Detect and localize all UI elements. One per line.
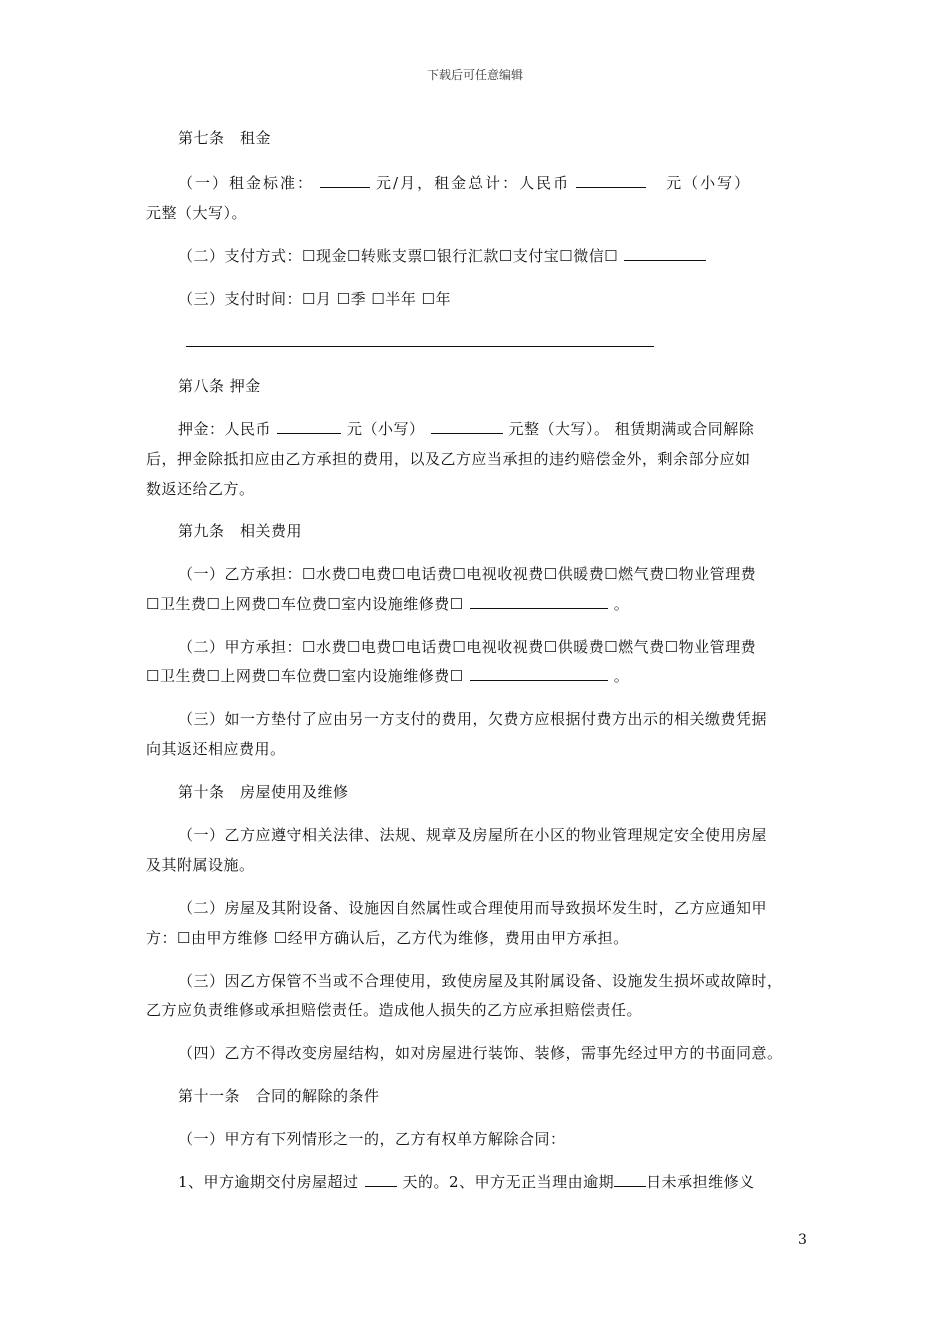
rent-standard-label: （一）租金标准：	[178, 174, 315, 192]
article-9-line-5: （三）如一方垫付了应由另一方支付的费用，欠费方应根据付费方出示的相关缴费凭据	[178, 710, 768, 728]
article-7-line-2: 元整（大写）。	[146, 204, 248, 222]
article-10-line-4: 方：☐由甲方维修 ☐经甲方确认后，乙方代为维修，费用由甲方承担。	[146, 929, 629, 947]
deposit-label: 押金：人民币	[178, 420, 272, 438]
article-8-line-2: 后，押金除抵扣应由乙方承担的费用，以及乙方应当承担的违约赔偿金外，剩余部分应如	[146, 450, 751, 468]
overdue-repair-rest: 日未承担维修义	[646, 1173, 755, 1191]
overdue-delivery-text: 1、甲方逾期交付房屋超过	[178, 1173, 359, 1191]
article-7-line-3	[178, 246, 812, 266]
overdue-repair-text: 天的。2、甲方无正当理由逾期	[402, 1173, 615, 1191]
deposit-lowercase-label: 元（小写）	[347, 420, 425, 438]
article-10-line-7: （四）乙方不得改变房屋结构，如对房屋进行装饰、装修，需事先经过甲方的书面同意。	[178, 1044, 783, 1062]
landlord-fees-blank	[470, 666, 608, 681]
page-number: 3	[798, 1232, 807, 1248]
article-9-line-3: （二）甲方承担：☐水费☐电费☐电话费☐电视收视费☐供暖费☐燃气费☐物业管理费	[178, 638, 757, 656]
article-10-line-3: （二）房屋及其附设备、设施因自然属性或合理使用而导致损坏发生时，乙方应通知甲	[178, 899, 768, 917]
article-8-title: 第八条 押金	[178, 377, 261, 395]
overdue-repair-blank	[614, 1172, 646, 1187]
deposit-uppercase-blank	[431, 419, 503, 434]
article-9-line-2	[146, 594, 812, 614]
article-10-line-6: 乙方应负责维修或承担赔偿责任。造成他人损失的乙方应承担赔偿责任。	[146, 1001, 643, 1019]
page-header: 下载后可任意编辑	[426, 68, 523, 82]
article-9-line-6: 向其返还相应费用。	[146, 740, 286, 758]
article-7-line-1	[178, 173, 812, 193]
article-10-line-2: 及其附属设施。	[146, 856, 255, 874]
article-8-line-3: 数返还给乙方。	[146, 480, 255, 498]
deposit-lowercase-blank	[277, 419, 341, 434]
rent-total-label: 元/月，租金总计：人民币	[376, 174, 571, 192]
article-7-title: 第七条 租金	[178, 129, 272, 147]
rent-total-blank	[576, 173, 646, 188]
landlord-fees-text: ☐卫生费☐上网费☐车位费☐室内设施维修费☐	[146, 667, 464, 685]
tenant-fees-text: ☐卫生费☐上网费☐车位费☐室内设施维修费☐	[146, 595, 464, 613]
payment-method-text: （二）支付方式：☐现金☐转账支票☐银行汇款☐支付宝☐微信☐	[178, 247, 619, 265]
article-9-line-4	[146, 666, 812, 686]
article-7-line-4: （三）支付时间：☐月 ☐季 ☐半年 ☐年	[178, 290, 452, 308]
article-10-line-1: （一）乙方应遵守相关法律、法规、规章及房屋所在小区的物业管理规定安全使用房屋	[178, 826, 768, 844]
payment-method-blank	[624, 246, 706, 261]
overdue-days-blank	[365, 1172, 397, 1187]
landlord-fees-end: 。	[613, 667, 630, 685]
article-9-title: 第九条 相关费用	[178, 522, 303, 540]
tenant-fees-end: 。	[613, 595, 630, 613]
article-11-line-2	[178, 1172, 812, 1192]
article-9-line-1: （一）乙方承担：☐水费☐电费☐电话费☐电视收视费☐供暖费☐燃气费☐物业管理费	[178, 565, 757, 583]
article-11-line-1: （一）甲方有下列情形之一的，乙方有权单方解除合同：	[178, 1130, 566, 1148]
horizontal-rule	[186, 346, 654, 347]
article-10-title: 第十条 房屋使用及维修	[178, 783, 349, 801]
article-11-title: 第十一条 合同的解除的条件	[178, 1087, 380, 1105]
tenant-fees-blank	[470, 594, 608, 609]
rent-standard-blank	[320, 173, 370, 188]
article-10-line-5: （三）因乙方保管不当或不合理使用，致使房屋及其附属设备、设施发生损坏或故障时，	[178, 972, 783, 990]
deposit-rest-text: 元整（大写）。 租赁期满或合同解除	[508, 420, 755, 438]
article-8-line-1	[178, 419, 812, 439]
rent-lowercase-label: 元（小写）	[666, 174, 752, 192]
